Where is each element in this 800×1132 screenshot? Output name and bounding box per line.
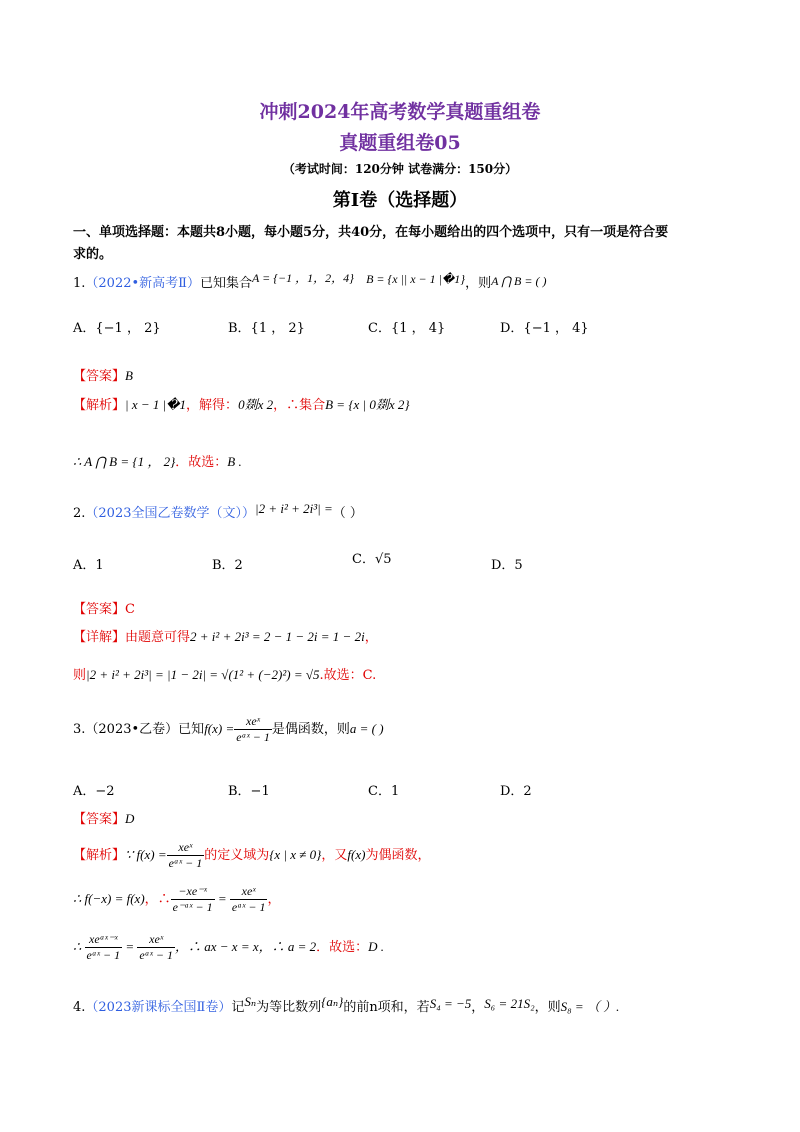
option-b: B．2 [212,558,243,573]
detail-2 [73,626,378,645]
question-text-2: 是偶函数，则 [271,722,350,737]
analysis-text: 的定义域为 [204,848,270,863]
analysis-fraction-2 [230,884,268,915]
detail-text: 则 [73,668,87,683]
question-number: 4. [73,1000,86,1015]
question-source: （2022•新高考Ⅱ） [85,276,200,291]
fraction-numerator: xeˣ [167,840,205,856]
option-c: C．√5 [352,552,392,567]
analysis-text-2: ，∴集合 [273,398,326,413]
analysis-1 [73,394,410,413]
answer-label: 【答案】 [73,369,126,384]
question-ask: （ ） [332,506,363,521]
section-title: 第I卷（选择题） [332,190,468,211]
analysis-fraction [167,840,205,871]
analysis-fx: f(x) [347,847,366,862]
analysis-expr-4: ∴ A ⋂ B = {1 ， 2} [73,454,176,469]
question-text: 已知集合 [200,276,253,291]
detail-expr: 2 + i² + 2i³ = 2 − 1 − 2i = 1 − 2i [190,629,365,644]
question-1 [73,272,546,291]
analysis-label: 【解析】 [73,848,126,863]
option-d: D．2 [500,784,532,799]
analysis-text-3: 为偶函数， [365,848,431,863]
option-c: C．1 [368,784,400,799]
question-source: （2023•乙卷） [85,722,179,737]
sn-symbol: Sₙ [244,994,257,1009]
analysis-expr-3: B = {x | 0剟x 2} [325,397,410,412]
analysis-fraction-2 [137,932,175,963]
answer-value: B [125,368,133,383]
condition-2: S₆ = 21S₂ [484,996,535,1011]
sequence-symbol: {aₙ} [321,994,344,1009]
condition-1: S₄ = −5 [429,996,472,1011]
question-number: 2. [73,506,86,521]
answer-label: 【答案】 [73,812,126,827]
analysis-3-line2: ∴ f(−x) = f(x)，∴ $\frac{\text{−xe⁻ˣ}}{\text{e⁻ᵃˣ − 1}}$ = $\frac{\text{xeˣ}}{\text{eᵃˣ − 1}}$ ， [73,884,281,914]
fraction-numerator: xeˣ [230,884,268,900]
separator: ， [471,1000,485,1015]
question-text-3: 的前n项和，若 [343,1000,430,1015]
question-4 [73,996,619,1015]
analysis-1-line2 [73,451,242,470]
question-text-2: ，则 [465,276,492,291]
detail-end: .故选：C. [319,668,377,683]
question-number: 1. [73,276,86,291]
fraction-denominator: eᵃˣ − 1 [86,948,121,962]
detail-expr: |2 + i² + 2i³| = |1 − 2i| = √(1² + (−2)²) = √5 [86,667,320,682]
analysis-set: {x | x ≠ 0} [269,847,322,862]
analysis-label: 【解析】 [73,398,126,413]
analysis-text: ，解得： [186,398,239,413]
answer-3 [73,808,134,827]
answer-value: D [125,811,135,826]
question-text: 记 [231,1000,245,1015]
fraction-denominator: eᵃˣ − 1 [231,900,266,914]
analysis-3-line3: ∴ $\frac{\text{xeᵃˣ⁻ˣ}}{\text{eᵃˣ − 1}}$ = $\frac{\text{xeˣ}}{\text{eᵃˣ − 1}}$ ，∴ ax − x = x，∴ a = 2．故选：D . [73,932,385,962]
answer-2 [73,598,135,617]
question-ask: A ⋂ B = ( ) [491,274,547,288]
option-d: D．5 [491,558,523,573]
fraction-numerator: xeᵃˣ⁻ˣ [85,932,123,948]
answer-1 [73,365,133,384]
analysis-expr: ∵ f(x) = [125,847,167,862]
question-2 [73,502,363,521]
instructions-line1: 一、单项选择题：本题共8小题，每小题5分，共40分，在每小题给出的四个选项中，只有一项是符合要 [73,225,669,240]
analysis-answer: B . [227,454,242,469]
option-c: C．{1 ， 4} [368,321,446,336]
analysis-3 [73,840,430,871]
question-source: （2023全国乙卷数学（文）） [85,506,255,521]
fraction-denominator: e⁻ᵃˣ − 1 [172,900,213,914]
fraction-denominator: eᵃˣ − 1 [236,730,270,744]
analysis-expr: | x − 1 |�1 [125,397,187,412]
question-text-4: ，则 [534,1000,561,1015]
option-a: A．{−1 ， 2} [73,321,161,336]
question-text-2: 为等比数列 [256,1000,322,1015]
analysis-text-2: ，又 [321,848,348,863]
analysis-expr-2: 0剟x 2 [238,397,274,412]
fraction-numerator: xeˣ [137,932,175,948]
question-expr: |2 + i² + 2i³| = [255,501,333,516]
option-d: D．{−1 ， 4} [500,321,589,336]
set-a: A = {−1 ，1，2，4} [252,271,354,285]
question-ask: S₈ = （ ）. [560,999,620,1014]
function-fraction [234,714,272,745]
fraction-numerator: −xe⁻ˣ [171,884,215,900]
fraction-denominator: eᵃˣ − 1 [139,948,173,962]
option-b: B．{1 ， 2} [228,321,305,336]
analysis-text: ，∴ [144,892,171,907]
fraction-numerator: xeˣ [234,714,272,730]
analysis-end: ， [267,892,281,907]
question-number: 3. [73,722,86,737]
detail-end: ， [364,630,378,645]
option-a: A．−2 [73,784,115,799]
analysis-answer: D . [368,939,385,954]
answer-value: C [125,602,135,617]
detail-2-line2 [73,664,376,683]
title-line2: 真题重组卷05 [339,132,461,154]
question-3 [73,714,384,745]
question-ask: a = ( ) [349,721,384,736]
question-source: （2023新课标全国Ⅱ卷） [85,1000,232,1015]
analysis-expr: ，∴ ax − x = x [175,939,259,954]
instructions-line2: 求的。 [73,247,113,262]
set-b: B = {x || x − 1 |�1} [366,272,466,286]
fraction-denominator: eᵃˣ − 1 [168,856,203,870]
answer-label: 【答案】 [73,602,126,617]
analysis-text: ．故选： [316,940,369,955]
exam-info: （考试时间：120分钟 试卷满分：150分） [282,162,518,176]
title-line1: 冲刺2024年高考数学真题重组卷 [259,101,541,123]
function-label: f(x) = [204,721,235,736]
analysis-fraction [171,884,215,915]
analysis-fraction [85,932,123,963]
question-text: 已知 [178,722,205,737]
detail-text: 由题意可得 [125,630,191,645]
analysis-expr-2: ，∴ a = 2 [258,939,317,954]
detail-label: 【详解】 [73,630,126,645]
analysis-expr: ∴ f(−x) = f(x) [73,891,145,906]
option-b: B．−1 [228,784,270,799]
option-a: A．1 [73,558,104,573]
analysis-text-3: ．故选： [175,455,228,470]
